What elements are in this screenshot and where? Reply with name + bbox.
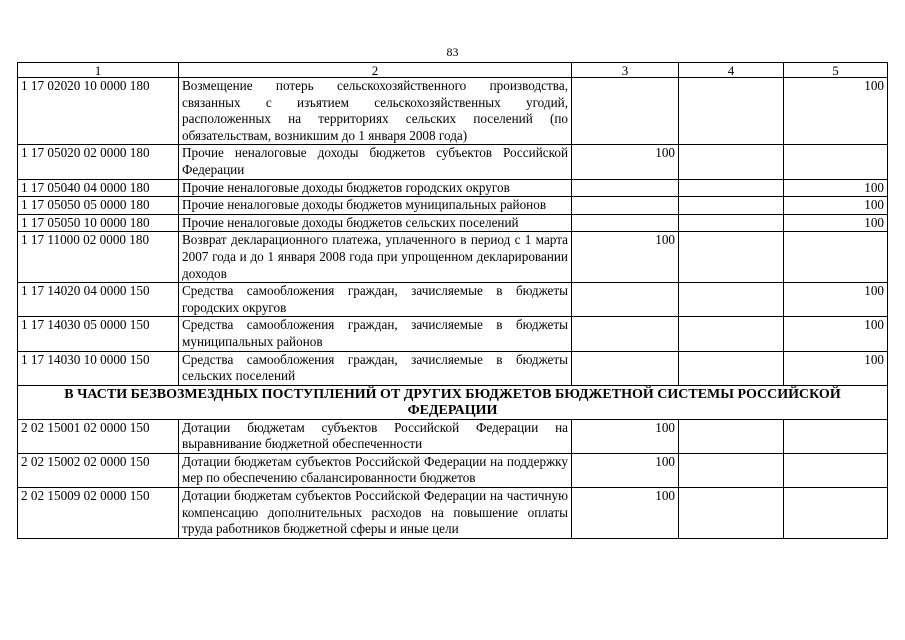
table-body [18,63,888,539]
row-code: 1 17 14030 10 0000 150 [18,351,179,385]
row-code: 2 02 15009 02 0000 150 [18,488,179,539]
row-description: Прочие неналоговые доходы бюджетов городских округов [179,179,572,197]
section-heading: В ЧАСТИ БЕЗВОЗМЕЗДНЫХ ПОСТУПЛЕНИЙ ОТ ДРУГИХ БЮДЖЕТОВ БЮДЖЕТНОЙ СИСТЕМЫ РОССИЙСКОЙ ФЕДЕРАЦИИ [18,385,888,419]
row-col-3 [572,283,679,317]
row-col-4 [679,145,784,179]
row-col-4 [679,453,784,487]
row-description: Дотации бюджетам субъектов Российской Федерации на выравнивание бюджетной обеспеченности [179,419,572,453]
row-description: Средства самообложения граждан, зачисляемые в бюджеты муниципальных районов [179,317,572,351]
row-col-5 [784,453,888,487]
row-code: 1 17 05050 05 0000 180 [18,197,179,215]
table-row [18,351,888,385]
header-col-4: 4 [679,63,784,78]
row-col-4 [679,317,784,351]
row-col-5: 100 [784,78,888,145]
table-row [18,453,888,487]
row-col-4 [679,488,784,539]
budget-table [17,62,888,539]
row-description: Возмещение потерь сельскохозяйственного производства, связанных с изъятием сельскохозяйственных угодий, расположенных на территориях сельских поселений (по обязательствам, возникшим до 1 января 2008 года) [179,78,572,145]
row-code: 1 17 11000 02 0000 180 [18,232,179,283]
header-row [18,63,888,78]
row-code: 1 17 05050 10 0000 180 [18,214,179,232]
section-heading-row [18,385,888,419]
row-col-4 [679,419,784,453]
header-col-1: 1 [18,63,179,78]
row-col-3 [572,78,679,145]
row-col-5: 100 [784,317,888,351]
row-code: 1 17 14020 04 0000 150 [18,283,179,317]
row-col-5 [784,488,888,539]
row-col-5: 100 [784,179,888,197]
header-col-2: 2 [179,63,572,78]
header-col-5: 5 [784,63,888,78]
row-col-3 [572,214,679,232]
table-row [18,197,888,215]
row-description: Дотации бюджетам субъектов Российской Федерации на поддержку мер по обеспечению сбалансированности бюджетов [179,453,572,487]
row-col-4 [679,197,784,215]
table-row [18,179,888,197]
row-description: Дотации бюджетам субъектов Российской Федерации на частичную компенсацию дополнительных расходов на повышение оплаты труда работников бюджетной сферы и иные цели [179,488,572,539]
row-col-3: 100 [572,145,679,179]
row-col-3: 100 [572,453,679,487]
row-code: 1 17 05040 04 0000 180 [18,179,179,197]
row-col-5: 100 [784,214,888,232]
row-description: Средства самообложения граждан, зачисляемые в бюджеты сельских поселений [179,351,572,385]
table-row [18,283,888,317]
row-col-4 [679,283,784,317]
row-col-5 [784,419,888,453]
row-col-3 [572,317,679,351]
row-col-3: 100 [572,419,679,453]
table-row [18,232,888,283]
row-col-3 [572,197,679,215]
table-row [18,145,888,179]
row-description: Средства самообложения граждан, зачисляемые в бюджеты городских округов [179,283,572,317]
table-row [18,419,888,453]
row-description: Прочие неналоговые доходы бюджетов сельских поселений [179,214,572,232]
row-col-5 [784,145,888,179]
row-col-5: 100 [784,351,888,385]
page-number: 83 [446,45,459,59]
row-col-5 [784,232,888,283]
row-code: 1 17 14030 05 0000 150 [18,317,179,351]
row-code: 1 17 02020 10 0000 180 [18,78,179,145]
row-description: Прочие неналоговые доходы бюджетов субъектов Российской Федерации [179,145,572,179]
table-row [18,78,888,145]
row-col-3: 100 [572,488,679,539]
row-description: Прочие неналоговые доходы бюджетов муниципальных районов [179,197,572,215]
row-description: Возврат декларационного платежа, уплаченного в период с 1 марта 2007 года и до 1 января 2008 года при упрощенном декларировании доходов [179,232,572,283]
row-col-4 [679,214,784,232]
header-col-3: 3 [572,63,679,78]
table-row [18,317,888,351]
row-col-4 [679,351,784,385]
row-col-4 [679,232,784,283]
row-col-3 [572,179,679,197]
row-col-5: 100 [784,283,888,317]
row-col-4 [679,179,784,197]
row-col-3 [572,351,679,385]
table-row [18,488,888,539]
table-row [18,214,888,232]
row-col-5: 100 [784,197,888,215]
row-code: 1 17 05020 02 0000 180 [18,145,179,179]
row-code: 2 02 15002 02 0000 150 [18,453,179,487]
row-code: 2 02 15001 02 0000 150 [18,419,179,453]
row-col-3: 100 [572,232,679,283]
row-col-4 [679,78,784,145]
